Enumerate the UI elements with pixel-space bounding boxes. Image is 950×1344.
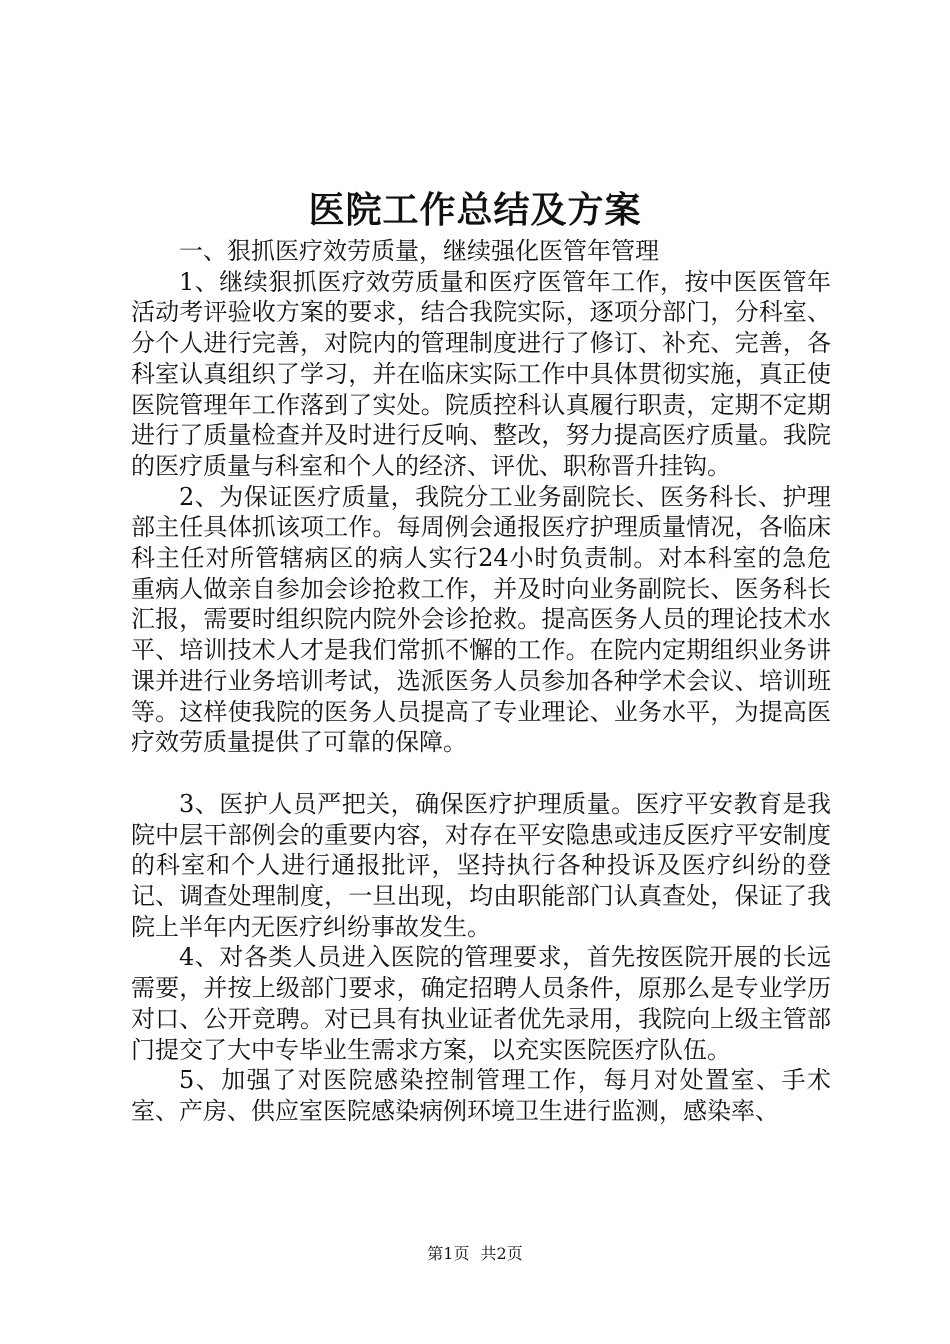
page-number: 第1页 <box>427 1244 470 1263</box>
paragraph-2: 2、为保证医疗质量，我院分工业务副院长、医务科长、护理部主任具体抓该项工作。每周例会通报医疗护理质量情况，各临床科主任对所管辖病区的病人实行24小时负责制。对本科室的急危重病人做亲自参加会诊抢救工作，并及时向业务副院长、医务科长汇报，需要时组织院内院外会诊抢救。提高医务人员的理论技术水平、培训技术人才是我们常抓不懈的工作。在院内定期组织业务讲课并进行业务培训考试，选派医务人员参加各种学术会议、培训班等。这样使我院的医务人员提高了专业理论、业务水平，为提高医疗效劳质量提供了可靠的保障。 <box>131 482 831 757</box>
page-total: 共2页 <box>480 1244 523 1263</box>
paragraph-5: 5、加强了对医院感染控制管理工作，每月对处置室、手术室、产房、供应室医院感染病例环境卫生进行监测，感染率、 <box>131 1066 831 1125</box>
page-title: 医院工作总结及方案 <box>308 189 642 231</box>
paragraph-1: 1、继续狠抓医疗效劳质量和医疗医管年工作，按中医医管年活动考评验收方案的要求，结合我院实际，逐项分部门，分科室、分个人进行完善，对院内的管理制度进行了修订、补充、完善，各科室认真组织了学习，并在临床实际工作中具体贯彻实施，真正使医院管理年工作落到了实处。院质控科认真履行职责，定期不定期进行了质量检查并及时进行反响、整改，努力提高医疗质量。我院的医疗质量与科室和个人的经济、评优、职称晋升挂钩。 <box>131 267 831 480</box>
page-footer <box>0 1244 950 1264</box>
document-body <box>131 236 831 1127</box>
section-heading: 一、狠抓医疗效劳质量，继续强化医管年管理 <box>179 237 659 265</box>
paragraph-3: 3、医护人员严把关，确保医疗护理质量。医疗平安教育是我院中层干部例会的重要内容，对存在平安隐患或违反医疗平安制度的科室和个人进行通报批评，坚持执行各种投诉及医疗纠纷的登记、调查处理制度，一旦出现，均由职能部门认真查处，保证了我院上半年内无医疗纠纷事故发生。 <box>131 789 831 941</box>
paragraph-4: 4、对各类人员进入医院的管理要求，首先按医院开展的长远需要，并按上级部门要求，确定招聘人员条件，原那么是专业学历对口、公开竞聘。对已具有执业证者优先录用，我院向上级主管部门提交了大中专毕业生需求方案，以充实医院医疗队伍。 <box>131 943 831 1064</box>
